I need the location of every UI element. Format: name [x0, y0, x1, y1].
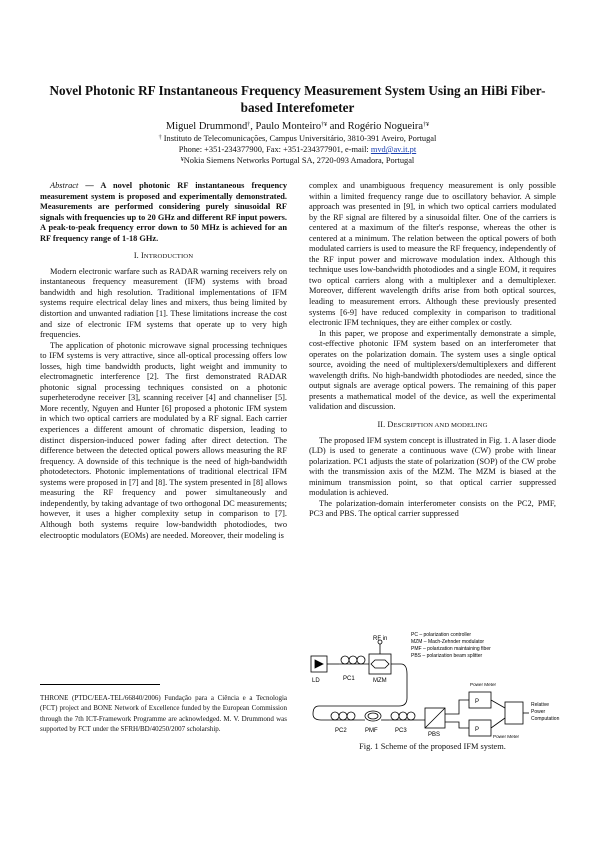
abstract-label: Abstract — [50, 181, 79, 190]
author-affiliation-mark: †¥ — [321, 122, 328, 128]
relative-power-label: Computation — [531, 716, 560, 722]
signal-line — [491, 700, 505, 708]
abstract-text: A novel photonic RF instantaneous frequency measurement system is proposed and experimentally demonstrated. Measurements are performed considering purely sinusoidal RF signals with frequencies up to 20 GHz and different RF input powers. A peak-to-peak frequency error down to 50 MHz is achieved for an RF frequency range of 1-18 GHz. — [40, 181, 288, 243]
author-separator: , — [250, 121, 256, 132]
abstract-dash: — — [78, 181, 101, 190]
author-affiliation-mark: † — [247, 122, 251, 128]
rf-in-label: RF in — [373, 636, 388, 642]
figure-caption: Fig. 1 Scheme of the proposed IFM system. — [359, 742, 506, 751]
pc2-label: PC2 — [335, 728, 347, 734]
author-separator: and — [327, 121, 348, 132]
paragraph: Modern electronic warfare such as RADAR warning receivers rely on instantaneous frequency measurement (IFM) systems with broad bandwidth and high resolution. Traditional implementations of IFM systems require electrical delay lines and mixers, thus being limited by distortion and unwanted radiation [1]. These limitations increase the cost and size of electronic IFM systems that operate up to very high frequencies. — [40, 266, 287, 340]
affiliation-mark: † — [158, 135, 162, 141]
fiber-line — [445, 722, 469, 728]
pc2-paddle-icon — [339, 712, 347, 720]
section-heading — [309, 420, 556, 432]
signal-line — [491, 718, 505, 728]
affiliation-mark: ¥ — [180, 157, 184, 163]
affiliation-text: Nokia Siemens Networks Portugal SA, 2720-093 Amadora, Portugal — [183, 156, 415, 165]
legend-entry: PBS – polarization beam splitter — [411, 653, 483, 659]
section-number: I. — [133, 251, 141, 261]
section-initial: D — [387, 420, 394, 430]
laser-diode-icon — [315, 660, 323, 668]
section-name: ESCRIPTION AND MODELING — [393, 422, 488, 430]
paper-title: Novel Photonic RF Instantaneous Frequency Measurement System Using an HiBi Fiber-based Interefometer — [49, 83, 546, 115]
ifm-system-figure — [309, 628, 560, 739]
power-meter-box — [469, 692, 491, 708]
legend-entry: PMF – polarization maintaining fiber — [411, 646, 491, 652]
contact-text: Phone: +351-234377900, Fax: +351-234377901, e-mail: — [178, 145, 371, 154]
affiliation-line — [40, 156, 555, 167]
section-initial: I — [140, 251, 144, 261]
pmf-label: PMF — [365, 728, 378, 734]
ld-label: LD — [312, 678, 320, 684]
power-meter-box — [469, 720, 491, 736]
mzm-label: MZM — [373, 678, 387, 684]
footnote-rule — [40, 684, 160, 685]
footnote: THRONE (PTDC/EEA-TEL/66840/2006) Fundação para a Ciência e a Tecnologia (FCT) project and BONE Network of Excellence funded by the European Commission through the 7th ICT-Framework Programme are acknowledged. M. V. Drummond was supported by FCT under the SFRH/BD/40250/2007 scholarship. — [40, 694, 287, 734]
fiber-line — [445, 700, 469, 714]
pbs-label: PBS — [428, 732, 441, 738]
affiliation-line — [40, 134, 555, 145]
author-list — [40, 120, 555, 133]
pc2-paddle-icon — [347, 712, 355, 720]
pc1-label: PC1 — [343, 676, 355, 682]
right-column — [309, 181, 556, 520]
fiber-line — [313, 664, 407, 720]
ifm-scheme-diagram — [309, 628, 560, 739]
left-column — [40, 181, 287, 541]
computation-box — [505, 702, 523, 724]
pc1-paddle-icon — [349, 656, 357, 664]
relative-power-label: Power — [531, 709, 546, 715]
section-heading — [40, 251, 287, 263]
pc2-paddle-icon — [331, 712, 339, 720]
section-number: II. — [377, 420, 388, 430]
pc1-paddle-icon — [341, 656, 349, 664]
pc3-paddle-icon — [399, 712, 407, 720]
author-affiliation-mark: †¥ — [423, 122, 430, 128]
paragraph: The polarization-domain interferometer consists on the PC2, PMF, PC3 and PBS. The optical carrier suppressed — [309, 498, 556, 519]
affiliation-text: Instituto de Telecomunicações, Campus Universitário, 3810-391 Aveiro, Portugal — [161, 134, 437, 143]
contact-line — [40, 145, 555, 156]
pc3-label: PC3 — [395, 728, 407, 734]
relative-power-label: Relative — [531, 702, 550, 708]
paragraph: In this paper, we propose and experimentally demonstrate a simple, cost-effective photonic IFM system based on an interferometer that operates on the polarization domain. The system uses a single optical source, avoiding the need of multiplexers/demultiplexers and different wavelength drifts. No high-bandwidth photodiodes are needed, since the output signals are average optical powers. The remaining of this paper presents a mathematical model of the device, as well the experimental validation and discussion. — [309, 328, 556, 412]
pc3-paddle-icon — [407, 712, 415, 720]
pc1-paddle-icon — [357, 656, 365, 664]
legend-entry: PC – polarization controller — [411, 632, 472, 638]
email-link[interactable]: mvd@av.it.pt — [370, 145, 417, 154]
section-name: NTRODUCTION — [143, 253, 194, 261]
power-meter-label: Power Meter — [493, 734, 520, 739]
legend-entry: MZM – Mach-Zehnder modulator — [411, 639, 485, 645]
pmf-coil-icon — [365, 711, 381, 721]
author-name: Paulo Monteiro — [255, 121, 322, 132]
paragraph: complex and unambiguous frequency measurement is only possible within a limited frequency range due to oscillatory behavior. A simple approach was presented in [9], in which two optical carriers modulated by the RF signal are filtered by a sinusoidal filter. One of the carriers is centered at a maximum of the filter's response, whereas the other is centered at a minimum. The relation between the optical powers of both modulated carriers is used to measure the RF frequency, independently of the RF input power and microwave modulation index. Although this technique uses low-bandwidth photodiodes and a single EOM, it requires two optical carriers along with a multiplexer and a demultiplexer. Moreover, different wavelength drifts arise from both optical sources, leading to measurement errors. Although these previously presented systems [6-9] have reduced complexity in comparison to traditional electronic IFM techniques, they are either complex or costly. — [309, 181, 556, 328]
pmf-coil-icon — [368, 713, 378, 719]
author-name: Rogério Nogueira — [347, 121, 424, 132]
paragraph: The proposed IFM system concept is illustrated in Fig. 1. A laser diode (LD) is used to generate a continuous wave (CW) probe with linear polarization. PC1 adjusts the state of polarization (SOP) of the CW probe with the transmission axis of the MZM. The MZM is biased at the minimum transmission point, so that optical carrier suppressed modulation is achieved. — [309, 435, 556, 498]
pbs-diagonal — [425, 708, 445, 728]
power-meter-symbol: P — [475, 699, 480, 705]
power-meter-label: Power Meter — [470, 682, 497, 687]
pc3-paddle-icon — [391, 712, 399, 720]
power-meter-symbol: P — [475, 727, 480, 733]
mzm-box — [369, 654, 391, 674]
abstract — [40, 181, 287, 244]
mzm-arms-icon — [371, 660, 389, 668]
paragraph: The application of photonic microwave signal processing techniques to IFM systems is very attractive, since all-optical processing offers low losses, high time bandwidth products, light weight and immunity to electromagnetic interference [2]. The first demonstrated RADAR photonic signal processing techniques consisted on a photonic superheterodyne receiver [3], scanning receiver [4] and channeliser [5]. More recently, Nguyen and Hunter [6] proposed a photonic IFM system in which two optical carriers are modulated by a RF signal. Each carrier experiences a different amount of chromatic dispersion, leading to distinct dispersion-induced power fading after direct detection. The difference between the detected optical powers allows measuring the RF frequency. A downside of this technique is the need of high-bandwidth photodetectors. Photonic implementations of traditional electrical IFM systems were proposed in [7] and [8]. The system presented in [8] allows measuring the RF frequency and power simultaneously and independently, by taking advantage of two orthogonal DC measurements; however, it uses a higher complexity setup in comparison to [7]. Although both systems require low-bandwidth photodiodes, two electrooptic modulators (EOMs) are needed. Moreover, their modeling is — [40, 340, 287, 540]
author-name: Miguel Drummond — [165, 121, 248, 132]
